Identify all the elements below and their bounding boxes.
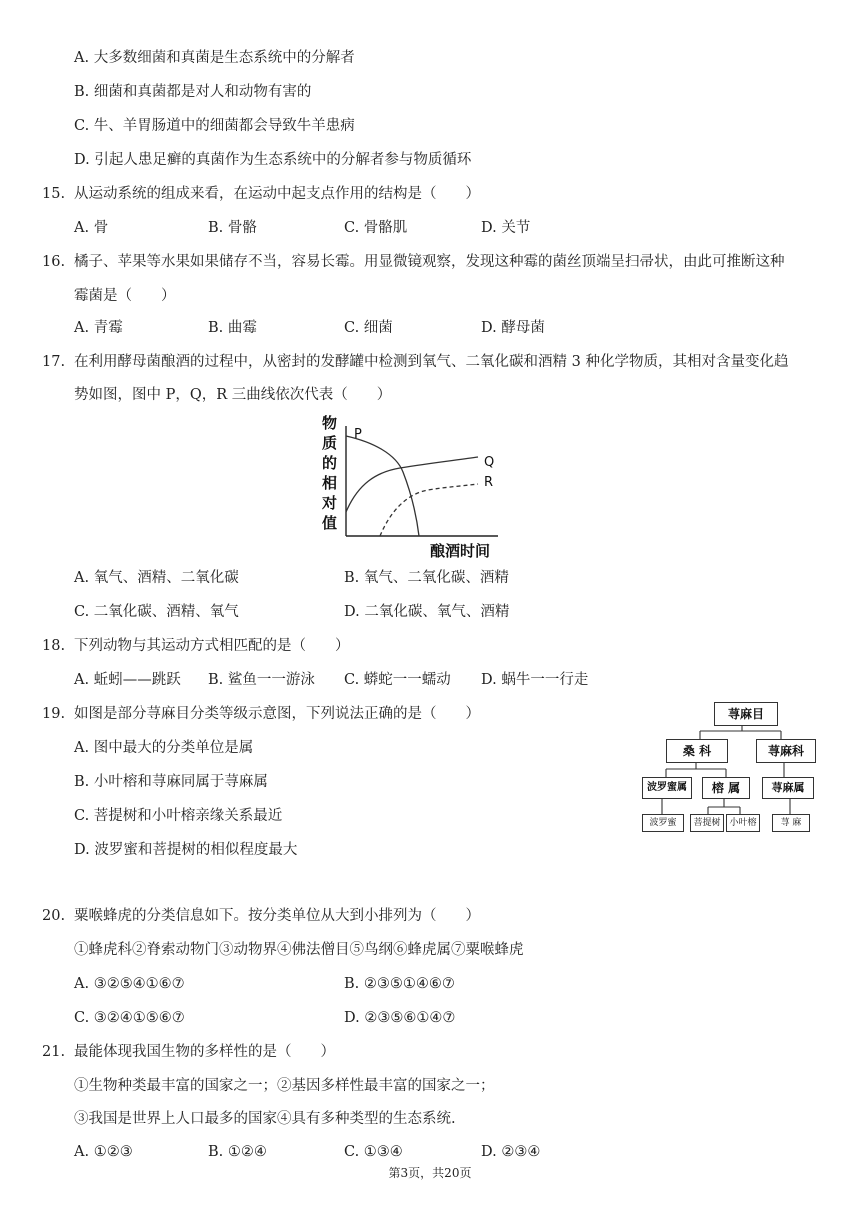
- q19-option-a: A. 图中最大的分类单位是属: [74, 740, 254, 756]
- fermentation-chart: [318, 412, 528, 562]
- q16-option-d: D. 酵母菌: [481, 320, 545, 336]
- q15-option-d: D. 关节: [481, 220, 531, 236]
- q17-stem-line1: 在利用酵母菌酿酒的过程中，从密封的发酵罐中检测到氧气、二氧化碳和酒精 3 种化学物质，其相对含量变化趋: [74, 354, 789, 370]
- curve-r: [380, 484, 478, 536]
- curve-q: [346, 457, 478, 512]
- q21-line1: ①生物种类最丰富的国家之一；②基因多样性最丰富的国家之一；: [74, 1078, 495, 1094]
- tree-species-jackfruit: 波罗蜜: [642, 814, 684, 832]
- q16-option-b: B. 曲霉: [208, 320, 257, 336]
- q16-option-a: A. 青霉: [74, 320, 123, 336]
- q21-line2: ③我国是世界上人口最多的国家④具有多种类型的生态系统.: [74, 1111, 456, 1127]
- tree-genus-ficus: 榕 属: [702, 777, 750, 799]
- label-p: P: [354, 427, 362, 442]
- q19-option-c: C. 菩提树和小叶榕亲缘关系最近: [74, 808, 283, 824]
- q17-option-b: B. 氧气、二氧化碳、酒精: [344, 570, 509, 586]
- q15-option-a: A. 骨: [74, 220, 109, 236]
- q20-stem: 粟喉蜂虎的分类信息如下。按分类单位从大到小排列为（ ）: [74, 908, 480, 924]
- chart-ylabel-char: 值: [322, 514, 338, 532]
- q17-option-d: D. 二氧化碳、氧气、酒精: [344, 604, 510, 620]
- q15-option-b: B. 骨骼: [208, 220, 257, 236]
- q16-number: 16.: [42, 254, 66, 270]
- chart-ylabel: [321, 414, 337, 532]
- q20-list: ①蜂虎科②脊索动物门③动物界④佛法僧目⑤鸟纲⑥蜂虎属⑦粟喉蜂虎: [74, 942, 524, 958]
- q21-option-d: D. ②③④: [481, 1144, 541, 1160]
- tree-order-box: 荨麻目: [714, 702, 778, 726]
- q14-option-a: A. 大多数细菌和真菌是生态系统中的分解者: [74, 50, 355, 66]
- q15-stem: 从运动系统的组成来看，在运动中起支点作用的结构是（ ）: [74, 186, 480, 202]
- q20-option-a: A. ③②⑤④①⑥⑦: [74, 976, 185, 992]
- q18-option-d: D. 蜗牛一一行走: [481, 672, 589, 688]
- tree-species-nettle: 荨 麻: [772, 814, 810, 832]
- q19-stem: 如图是部分荨麻目分类等级示意图，下列说法正确的是（ ）: [74, 706, 480, 722]
- q21-number: 21.: [42, 1044, 66, 1060]
- chart-ylabel-char: 相: [322, 474, 338, 492]
- q20-option-d: D. ②③⑤⑥①④⑦: [344, 1010, 456, 1026]
- q15-number: 15.: [42, 186, 66, 202]
- q17-option-c: C. 二氧化碳、酒精、氧气: [74, 604, 239, 620]
- q17-stem-line2: 势如图，图中 P，Q，R 三曲线依次代表（ ）: [74, 387, 392, 403]
- chart-ylabel-char: 物: [322, 414, 338, 432]
- q17-option-a: A. 氧气、酒精、二氧化碳: [74, 570, 239, 586]
- q18-option-c: C. 蟒蛇一一蠕动: [344, 672, 451, 688]
- q16-option-c: C. 细菌: [344, 320, 393, 336]
- tree-genus-urtica: 荨麻属: [762, 777, 814, 799]
- tree-species-bodhi: 菩提树: [690, 814, 724, 832]
- q20-option-b: B. ②③⑤①④⑥⑦: [344, 976, 455, 992]
- q14-option-d: D. 引起人患足癣的真菌作为生态系统中的分解者参与物质循环: [74, 152, 472, 168]
- q14-option-c: C. 牛、羊胃肠道中的细菌都会导致牛羊患病: [74, 118, 355, 134]
- q21-option-c: C. ①③④: [344, 1144, 403, 1160]
- q20-option-c: C. ③②④①⑤⑥⑦: [74, 1010, 185, 1026]
- q18-option-b: B. 鲨鱼一一游泳: [208, 672, 315, 688]
- q17-number: 17.: [42, 354, 66, 370]
- q19-option-b: B. 小叶榕和荨麻同属于荨麻属: [74, 774, 268, 790]
- q16-stem-line2: 霉菌是（ ）: [74, 288, 176, 304]
- q15-option-c: C. 骨骼肌: [344, 220, 408, 236]
- q16-stem-line1: 橘子、苹果等水果如果储存不当，容易长霉。用显微镜观察，发现这种霉的菌丝顶端呈扫帚状，由此可推断这种: [74, 254, 785, 270]
- chart-ylabel-char: 质: [322, 434, 338, 452]
- tree-family-urticaceae: 荨麻科: [756, 739, 816, 763]
- q19-option-d: D. 波罗蜜和菩提树的相似程度最大: [74, 842, 298, 858]
- q21-stem: 最能体现我国生物的多样性的是（ ）: [74, 1044, 335, 1060]
- tree-genus-artocarpus: 波罗蜜属: [642, 777, 692, 799]
- q18-number: 18.: [42, 638, 66, 654]
- chart-ylabel-char: 对: [322, 494, 338, 512]
- q14-option-b: B. 细菌和真菌都是对人和动物有害的: [74, 84, 312, 100]
- q18-option-a: A. 蚯蚓——跳跃: [74, 672, 181, 688]
- q18-stem: 下列动物与其运动方式相匹配的是（ ）: [74, 638, 350, 654]
- chart-xlabel: 酿酒时间: [430, 542, 491, 560]
- q19-number: 19.: [42, 706, 66, 722]
- q21-option-a: A. ①②③: [74, 1144, 133, 1160]
- label-r: R: [484, 475, 494, 490]
- chart-ylabel-char: 的: [322, 454, 338, 472]
- page-footer: 第3页，共20页: [388, 1166, 472, 1180]
- label-q: Q: [484, 455, 495, 470]
- tree-species-small-leaf-banyan: 小叶榕: [726, 814, 760, 832]
- classification-tree: [640, 698, 820, 838]
- curve-p: [346, 436, 419, 536]
- q21-option-b: B. ①②④: [208, 1144, 267, 1160]
- tree-family-moraceae: 桑 科: [666, 739, 728, 763]
- q20-number: 20.: [42, 908, 66, 924]
